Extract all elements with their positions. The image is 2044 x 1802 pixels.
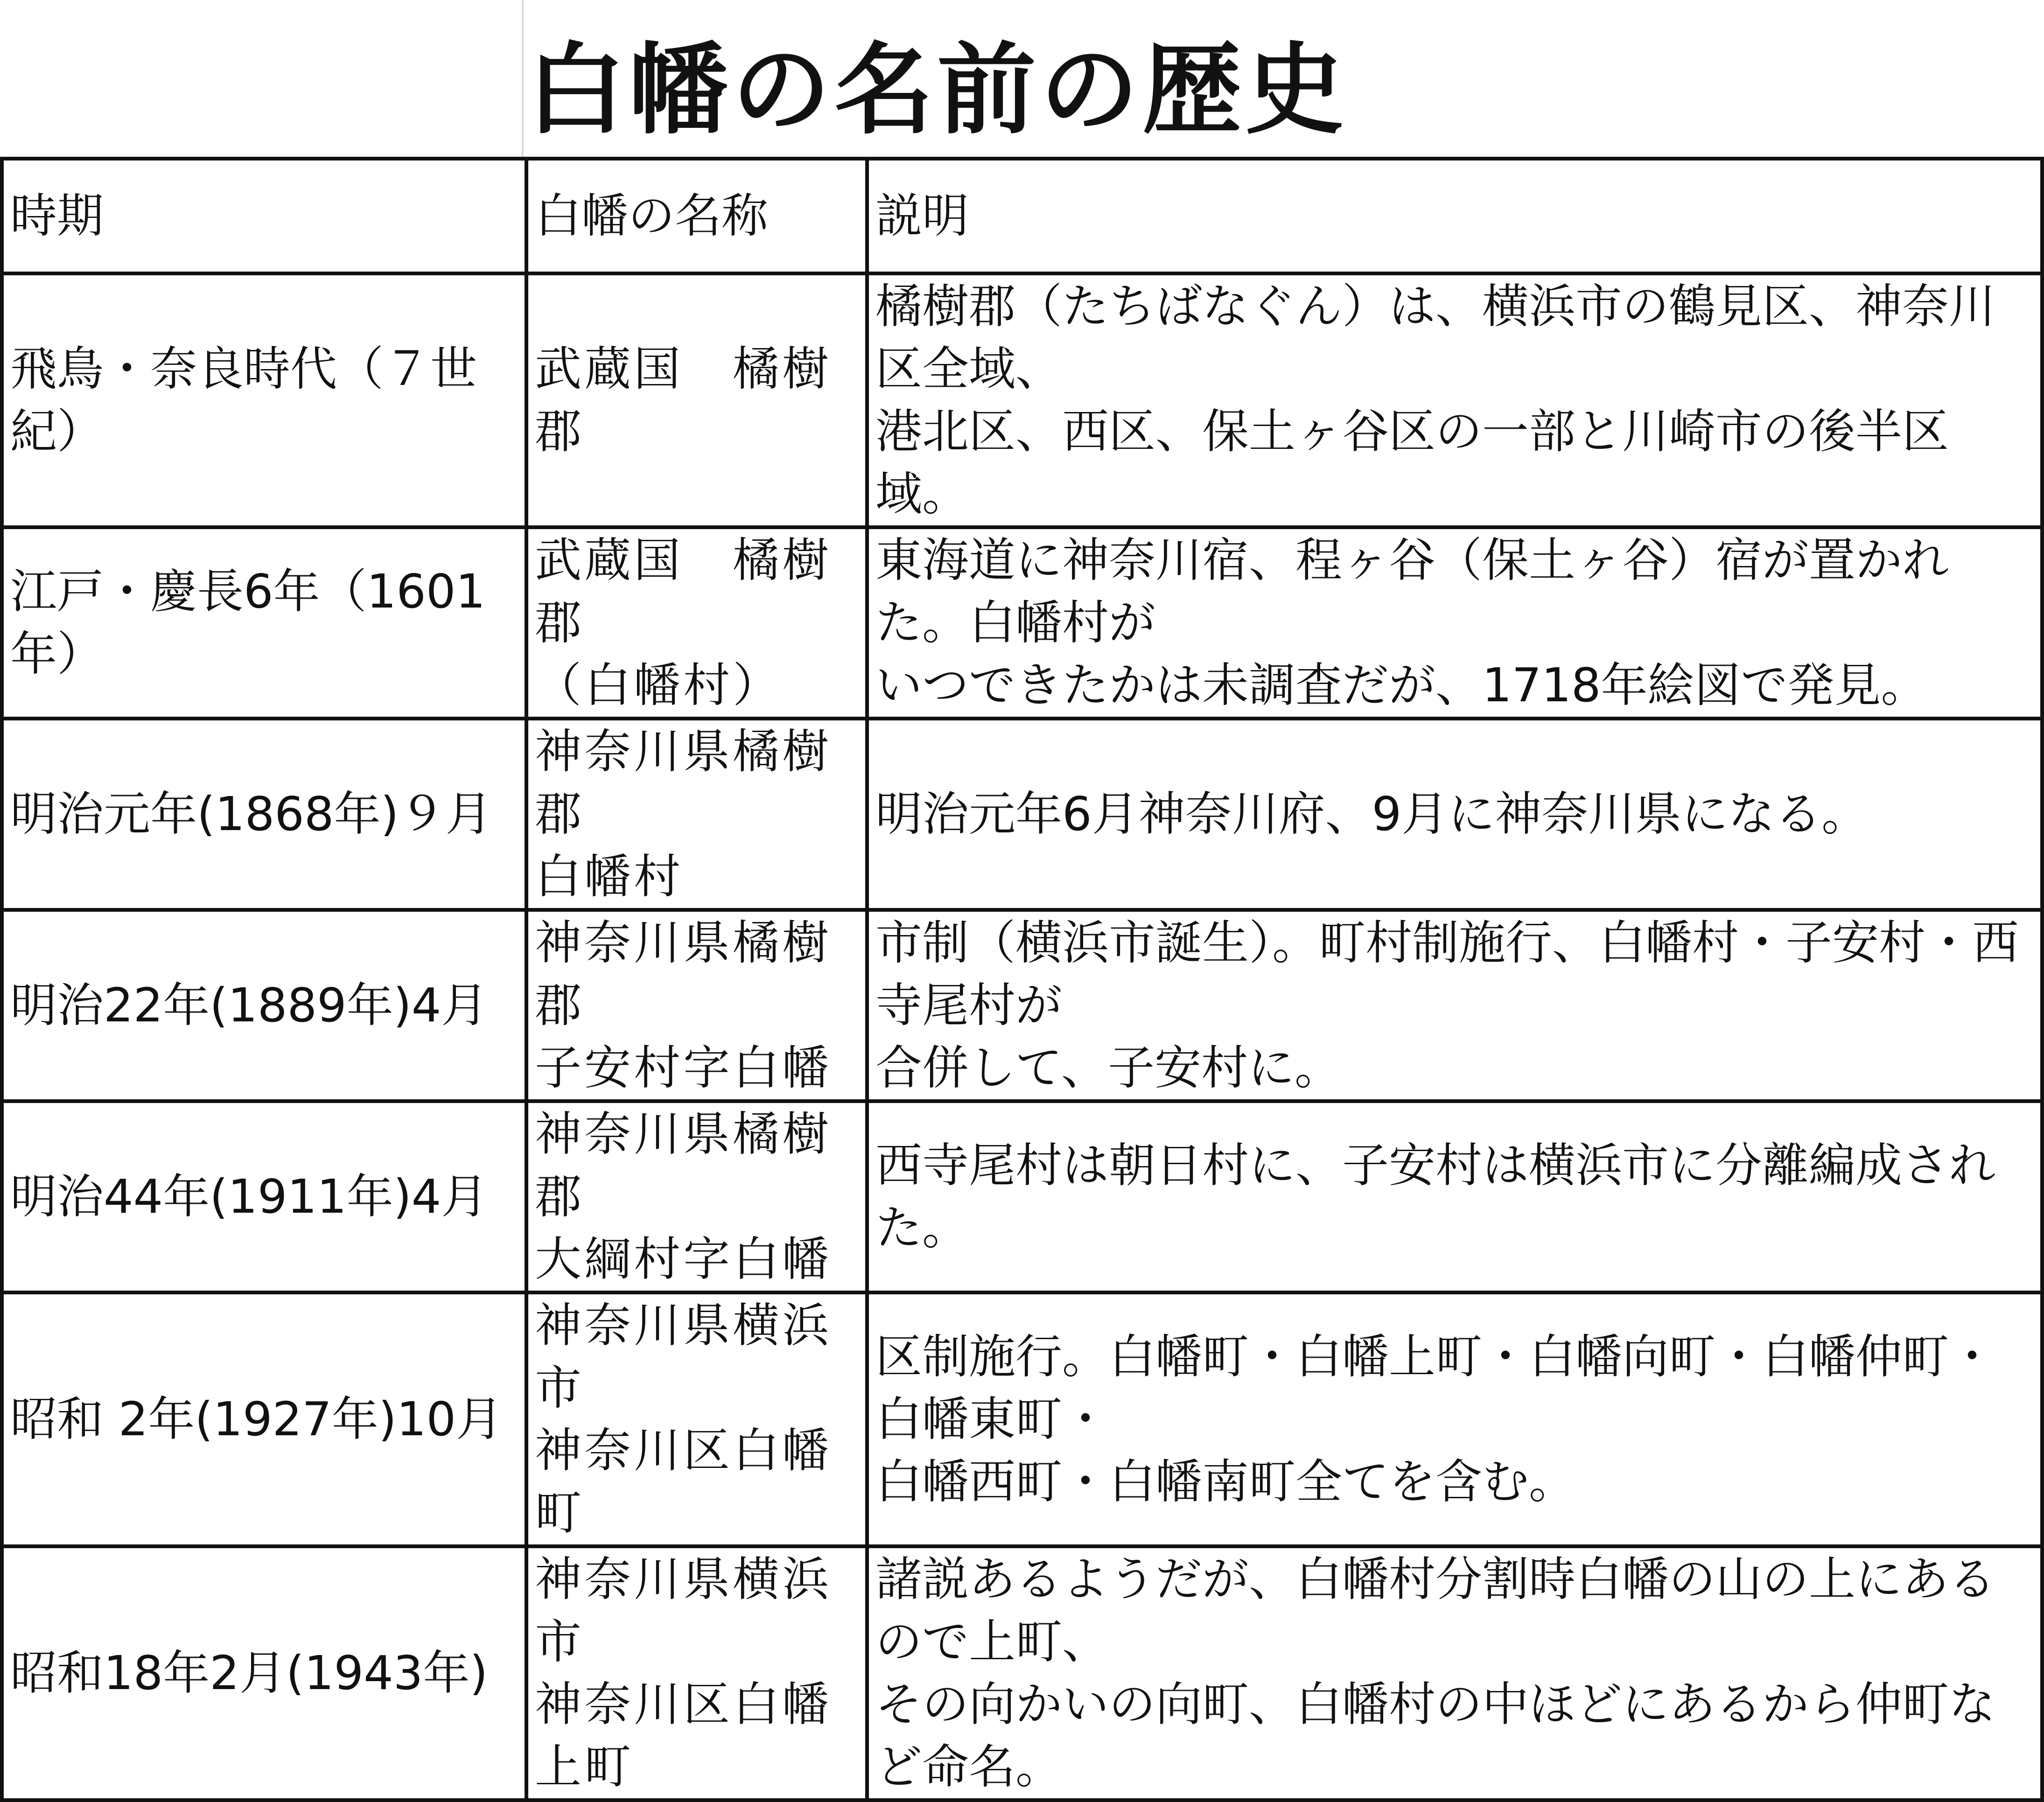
- period-cell: 飛鳥・奈良時代（７世紀）: [2, 273, 526, 527]
- description-line: 白幡西町・白幡南町全てを含む。: [875, 1454, 1575, 1509]
- description-line: 港北区、西区、保土ヶ谷区の一部と川崎市の後半区域。: [875, 404, 1949, 521]
- name-line: 白幡村: [535, 849, 683, 904]
- description-line: 西寺尾村は朝日村に、子安村は横浜市に分離編成された。: [875, 1138, 1995, 1255]
- description-line: 区制施行。白幡町・白幡上町・白幡向町・白幡仲町・白幡東町・: [875, 1329, 1995, 1446]
- description-line: いつできたかは未調査だが、1718年絵図で発見。: [875, 658, 1928, 712]
- title-divider: [522, 0, 524, 157]
- name-cell: [526, 273, 867, 527]
- page-title: 白幡の名前の歴史: [526, 32, 1348, 147]
- table-row: [2, 1546, 2042, 1800]
- name-line: 大綱村字白幡: [535, 1232, 832, 1286]
- description-cell: [867, 1292, 2042, 1546]
- description-cell: [867, 1546, 2042, 1800]
- name-line: 神奈川県横浜市: [535, 1298, 832, 1415]
- header-description: 説明: [867, 159, 2042, 273]
- description-cell: [867, 527, 2042, 719]
- period-cell: 江戸・慶長6年（1601年）: [2, 527, 526, 719]
- table-row: [2, 527, 2042, 719]
- description-line: 明治元年6月神奈川府、9月に神奈川県になる。: [875, 787, 1869, 841]
- name-line: 武蔵国 橘樹郡: [535, 533, 832, 650]
- description-line: 諸説あるようだが、白幡村分割時白幡の山の上にあるので上町、: [875, 1552, 1995, 1669]
- name-cell: [526, 910, 867, 1101]
- name-line: 神奈川県橘樹郡: [535, 915, 832, 1033]
- name-cell: [526, 719, 867, 910]
- period-cell: 明治44年(1911年)4月: [2, 1101, 526, 1292]
- name-line: 神奈川区白幡町: [535, 1423, 832, 1540]
- description-line: その向かいの向町、白幡村の中ほどにあるから仲町など命名。: [875, 1677, 1995, 1794]
- name-line: 神奈川県橘樹郡: [535, 724, 832, 841]
- name-line: （白幡村）: [535, 658, 782, 712]
- description-cell: [867, 1101, 2042, 1292]
- description-line: 合併して、子安村に。: [875, 1041, 1341, 1095]
- description-line: 市制（横浜市誕生）。町村制施行、白幡村・子安村・西寺尾村が: [875, 915, 2019, 1033]
- description-cell: [867, 719, 2042, 910]
- table-header-row: [2, 159, 2042, 273]
- table-row: [2, 1292, 2042, 1546]
- period-cell: 明治22年(1889年)4月: [2, 910, 526, 1101]
- description-cell: [867, 273, 2042, 527]
- table-row: [2, 719, 2042, 910]
- name-cell: [526, 1546, 867, 1800]
- period-cell: 昭和 2年(1927年)10月: [2, 1292, 526, 1546]
- name-line: 神奈川区白幡上町: [535, 1677, 832, 1794]
- description-cell: [867, 910, 2042, 1101]
- table-row: [2, 273, 2042, 527]
- history-table: [0, 157, 2044, 1802]
- name-cell: [526, 527, 867, 719]
- table-row: [2, 910, 2042, 1101]
- header-name: 白幡の名称: [526, 159, 867, 273]
- name-cell: [526, 1292, 867, 1546]
- period-cell: 明治元年(1868年)９月: [2, 719, 526, 910]
- description-line: 橘樹郡（たちばなぐん）は、横浜市の鶴見区、神奈川区全域、: [875, 279, 1995, 396]
- header-period: 時期: [2, 159, 526, 273]
- name-line: 子安村字白幡: [535, 1041, 832, 1095]
- period-cell: 昭和18年2月(1943年): [2, 1546, 526, 1800]
- name-line: 神奈川県横浜市: [535, 1552, 832, 1669]
- name-line: 神奈川県橘樹郡: [535, 1107, 832, 1224]
- name-cell: [526, 1101, 867, 1292]
- description-line: 東海道に神奈川宿、程ヶ谷（保土ヶ谷）宿が置かれた。白幡村が: [875, 533, 1949, 650]
- name-line: 武蔵国 橘樹郡: [535, 342, 832, 459]
- table-row: [2, 1101, 2042, 1292]
